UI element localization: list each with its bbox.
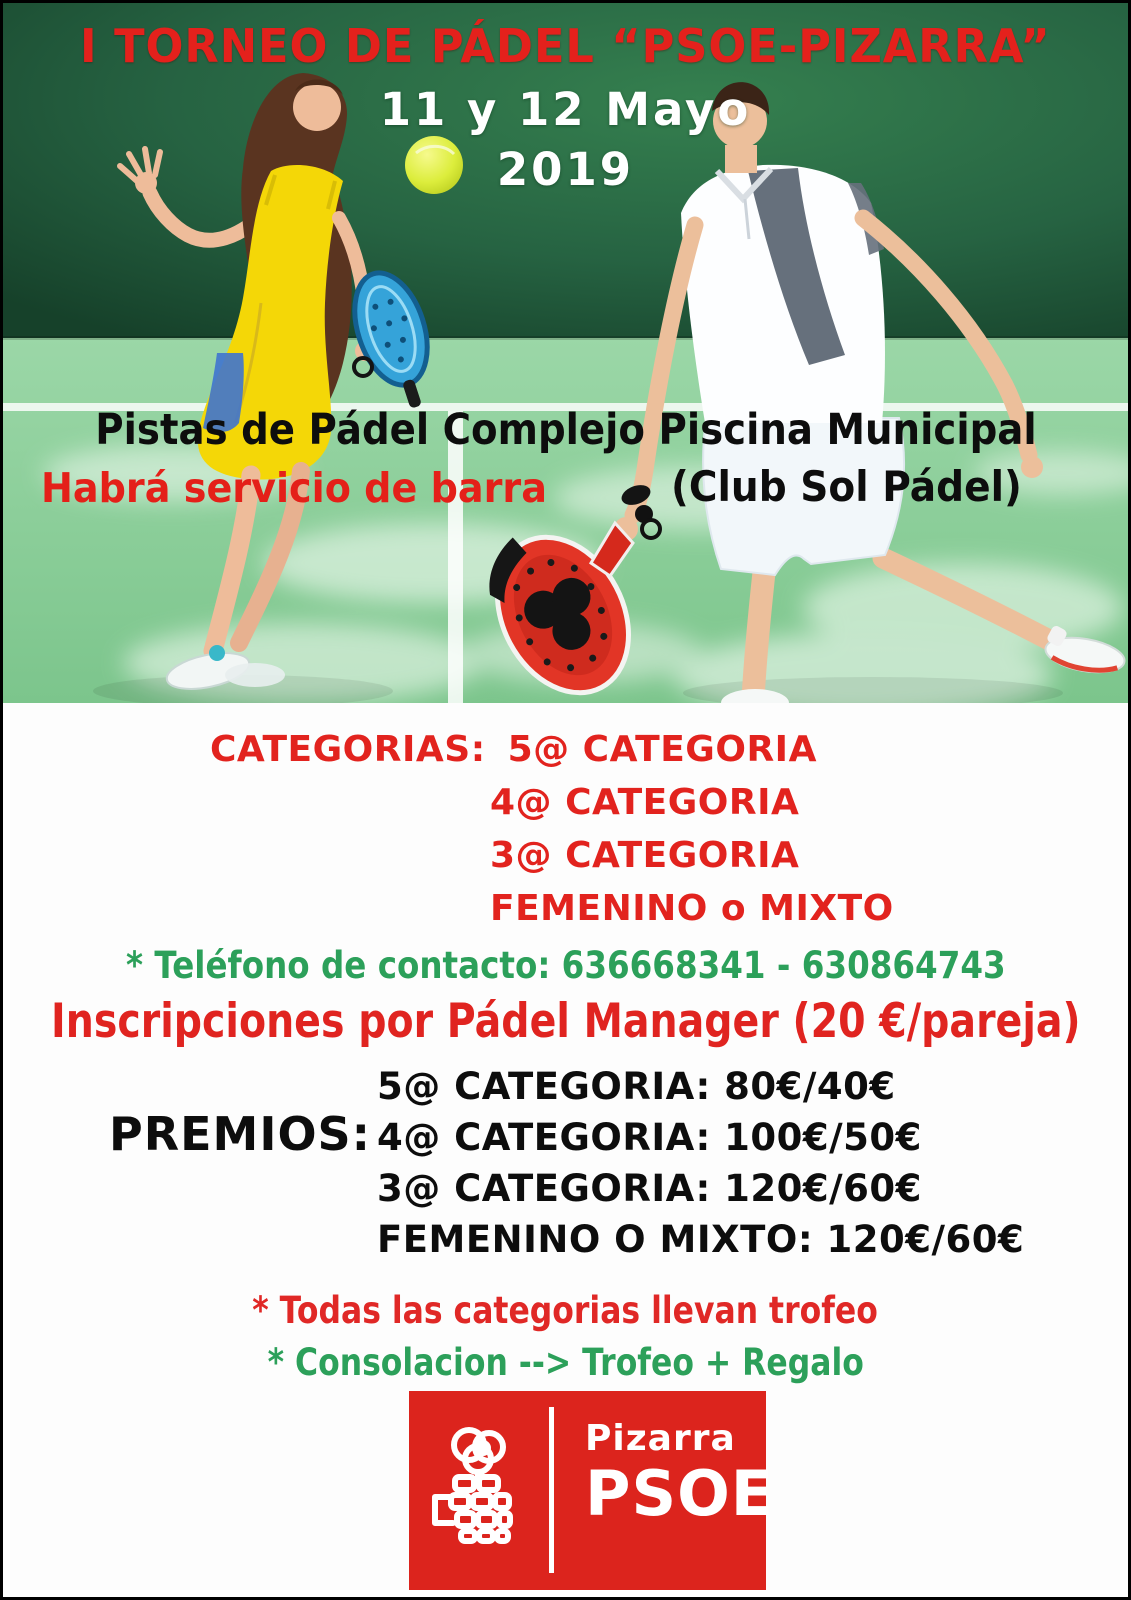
category-item: 5@ CATEGORIA [507,729,817,770]
photo-section [3,3,1128,703]
year-text: 2019 [496,143,635,196]
category-item: FEMENINO o MIXTO [490,888,894,929]
category-item: 4@ CATEGORIA [490,782,800,823]
prize-item: FEMENINO O MIXTO: 120€/60€ [377,1218,1025,1261]
psoe-logo [409,1391,775,1590]
logo-municipality-text: Pizarra [585,1418,736,1459]
contact-text: * Teléfono de contacto: 636668341 - 630864743 [125,944,1006,987]
prize-item: 3@ CATEGORIA: 120€/60€ [377,1167,922,1210]
categories-heading: CATEGORIAS: [210,729,486,770]
prize-item: 4@ CATEGORIA: 100€/50€ [377,1116,922,1159]
prizes-heading: PREMIOS: [109,1107,372,1161]
prize-item: 5@ CATEGORIA: 80€/40€ [377,1065,896,1108]
trophy-note-text: * Todas las categorias llevan trofeo [252,1289,879,1332]
logo-party-text: PSOE [585,1457,775,1530]
logo-divider [549,1407,554,1573]
category-item: 3@ CATEGORIA [490,835,800,876]
fist-and-rose-icon [431,1419,527,1549]
bar-service-text: Habrá servicio de barra [41,464,547,512]
poster-title: I TORNEO DE PÁDEL “PSOE-PIZARRA” [80,19,1051,73]
dates-text: 11 y 12 Mayo [379,83,752,136]
registration-text: Inscripciones por Pádel Manager (20 €/pareja) [50,994,1081,1049]
venue-text: Pistas de Pádel Complejo Piscina Municipal [94,405,1037,455]
categories-line [210,729,817,770]
consolation-note-text: * Consolacion --> Trofeo + Regalo [267,1341,864,1384]
club-name-text: (Club Sol Pádel) [671,462,1022,511]
